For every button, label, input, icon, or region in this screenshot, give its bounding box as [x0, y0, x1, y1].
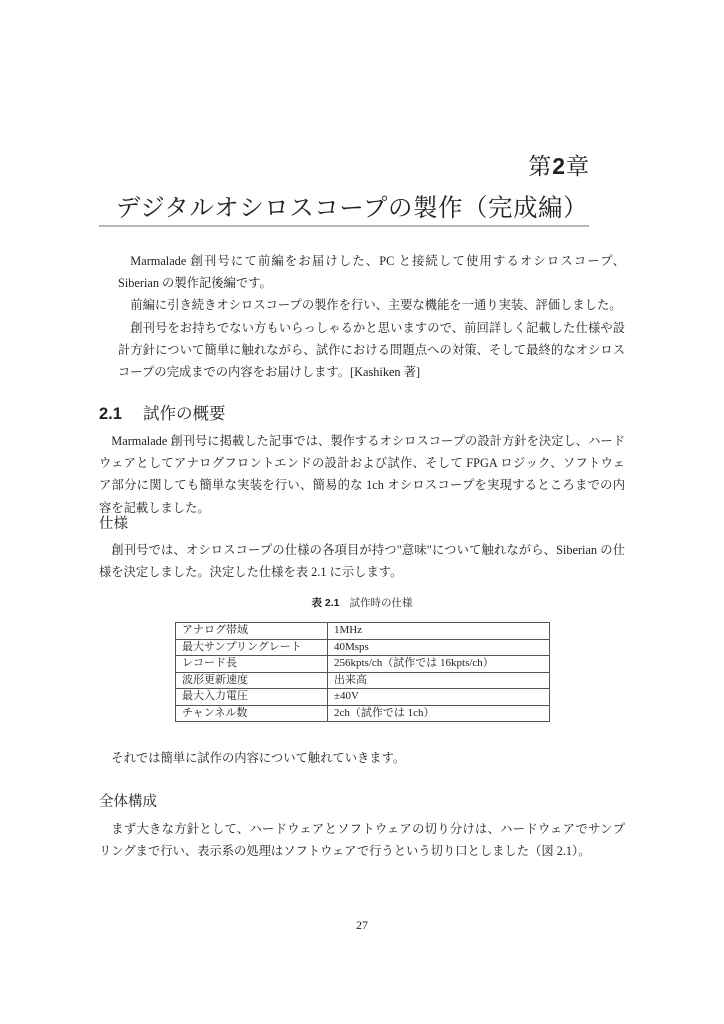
subsection-heading-overall: 全体構成: [99, 794, 157, 810]
table-cell-value: ±40V: [328, 689, 550, 706]
table-cell-key: 最大入力電圧: [176, 689, 328, 706]
section-heading: [99, 400, 226, 424]
chapter-number-value: 2: [552, 153, 566, 179]
table-row: [176, 689, 550, 706]
table-cell-value: 2ch（試作では 1ch）: [328, 705, 550, 722]
table-row: [176, 639, 550, 656]
chapter-suffix: 章: [566, 153, 590, 179]
table-caption-number: 表 2.1: [311, 597, 340, 609]
table-cell-key: 波形更新速度: [176, 672, 328, 689]
intro-paragraph: Marmalade 創刊号にて前編をお届けした、PC と接続して使用するオシロスコープ、Siberian の製作記後編です。: [118, 254, 625, 291]
table-cell-value: 出来高: [328, 672, 550, 689]
subsection-heading-spec: 仕様: [99, 516, 128, 532]
spec-table: [175, 622, 550, 722]
section-paragraph: Marmalade 創刊号に掲載した記事では、製作するオシロスコープの設計方針を決定し、ハードウェアとしてアナログフロントエンドの設計および試作、そして FPGA ロジック、ソフトウェア部分に関しても簡単な実装を行い、簡易的な 1ch オシロスコープを実現するところまでの内容を記載しました。: [99, 434, 625, 515]
table-row: [176, 656, 550, 673]
section-body: [99, 430, 625, 519]
chapter-title: デジタルオシロスコープの製作（完成編）: [115, 195, 588, 222]
chapter-number: [528, 148, 590, 181]
transition-body: [99, 747, 625, 769]
table-cell-value: 40Msps: [328, 639, 550, 656]
intro-block: [118, 250, 625, 383]
intro-paragraph: 創刊号をお持ちでない方もいらっしゃるかと思いますので、前回詳しく記載した仕様や設計方針について簡単に触れながら、試作における問題点への対策、そして最終的なオシロスコープの完成までの内容をお届けします。[Kashiken 著]: [118, 320, 625, 380]
transition-paragraph: それでは簡単に試作の内容について触れていきます。: [111, 751, 406, 765]
chapter-prefix: 第: [528, 153, 553, 179]
table-cell-key: 最大サンプリングレート: [176, 639, 328, 656]
table-row: [176, 705, 550, 722]
table-cell-value: 1MHz: [328, 623, 550, 640]
chapter-divider: [99, 225, 589, 227]
table-cell-key: チャンネル数: [176, 705, 328, 722]
intro-paragraph: 前編に引き続きオシロスコープの製作を行い、主要な機能を一通り実装、評価しました。: [130, 298, 622, 313]
section-title: 試作の概要: [143, 405, 226, 423]
table-cell-key: レコード長: [176, 656, 328, 673]
table-cell-key: アナログ帯域: [176, 623, 328, 640]
table-row: [176, 672, 550, 689]
page-number: 27: [356, 918, 368, 932]
spec-paragraph: 創刊号では、オシロスコープの仕様の各項目が持つ"意味"について触れながら、Siberian の仕様を決定しました。決定した仕様を表 2.1 に示します。: [99, 543, 625, 580]
overall-paragraph: まず大きな方針として、ハードウェアとソフトウェアの切り分けは、ハードウェアでサンプリングまで行い、表示系の処理はソフトウェアで行うという切り口としました（図 2.1）。: [99, 822, 625, 859]
table-cell-value: 256kpts/ch（試作では 16kpts/ch）: [328, 656, 550, 673]
table-caption-title: 試作時の仕様: [349, 597, 413, 609]
spec-body: [99, 539, 625, 583]
table-row: [176, 623, 550, 640]
table-caption: [0, 595, 724, 610]
overall-body: [99, 818, 625, 862]
section-number: 2.1: [99, 405, 122, 423]
